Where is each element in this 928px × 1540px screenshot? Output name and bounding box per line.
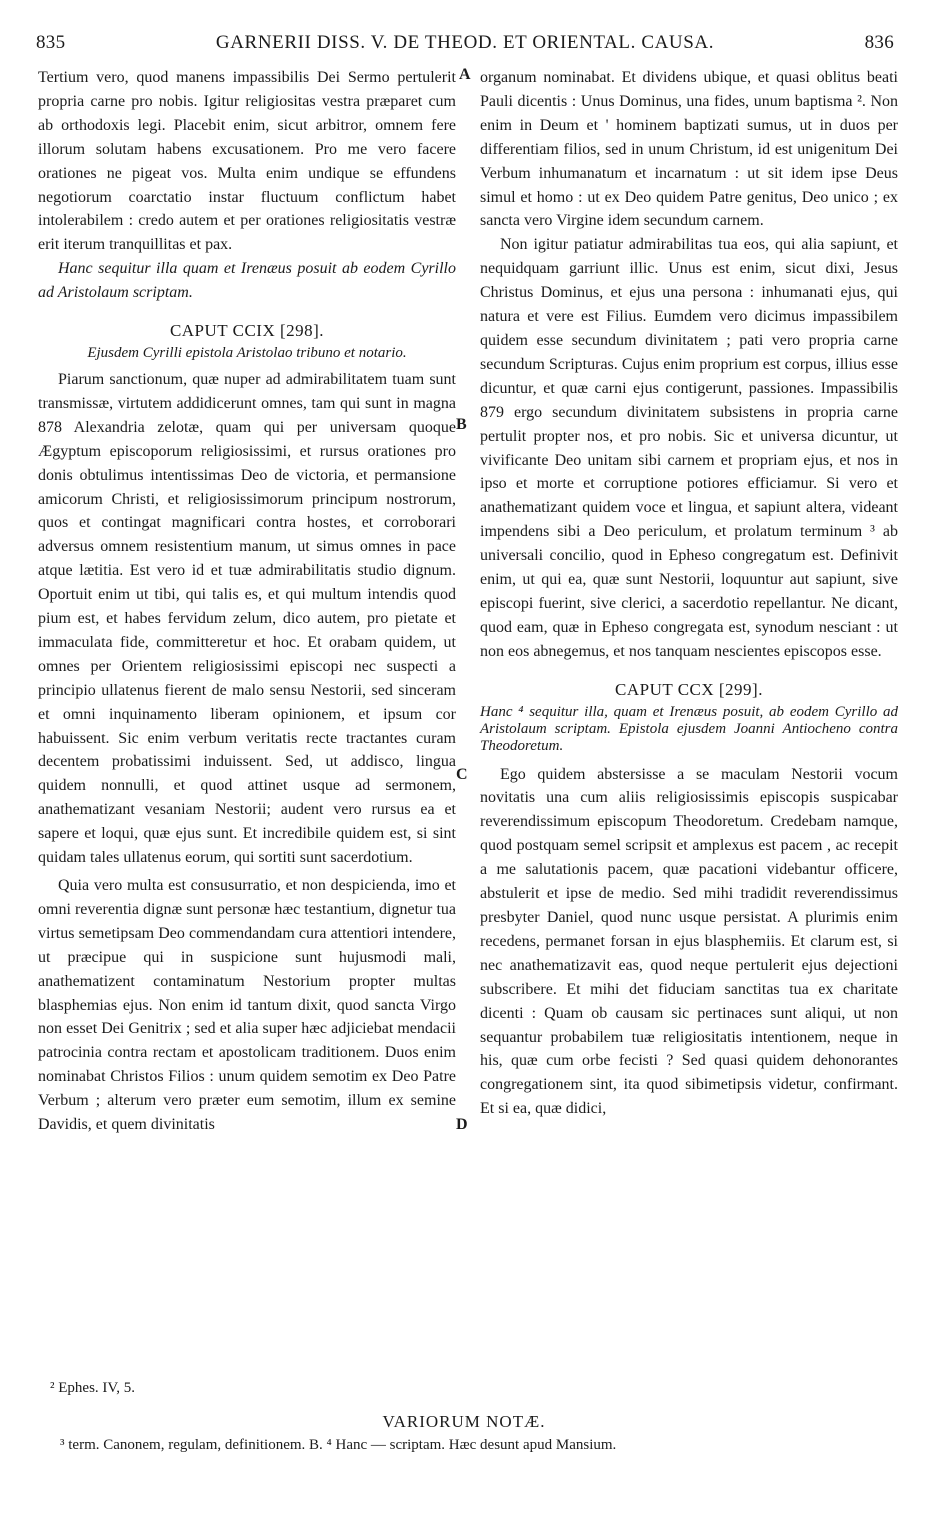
notes-heading: VARIORUM NOTÆ. [382, 1412, 546, 1431]
margin-letter-b: B [456, 416, 467, 433]
footnote: ² Ephes. IV, 5. [50, 1380, 136, 1396]
margin-letter-c: C [456, 766, 468, 783]
paragraph: organum nominabat. Et dividens ubique, et quasi oblitus beati Pauli dicentis : Unus Dominus, una fides, unum baptisma ². Non enim in Deum et ' hominem baptizati sumus, ut in duos per differentiam filios, sed in unum Christum, id est unigenitum Dei Verbum inhumanatum et incarnatum : ut sit idem ipse Deus simul et homo : ut ex Deo quidem Patre genitus, Deo unico ; ex sancta vero Virgine idem secundum carnem. [480, 69, 898, 230]
chapter-subtitle: Ejusdem Cyrilli epistola Aristolao tribuno et notario. [87, 344, 407, 361]
margin-letter-d: D [456, 1116, 468, 1133]
paragraph: Ego quidem abstersisse a se maculam Nestorii vocum novitatis una cum aliis religiosissimis episcopis suspicabar reverendissimum episcopum Theodoretum. Credebam namque, quod postquam semel scripsit et amplexus est pacem , ac recepit a me salutationis pacem, quæ pacationi videbantur officere, abstulerit et ipse de medio. Sed mihi tradidit reverendissimus presbyter Daniel, quod nunc usque persistat. A plurimis enim recedens, permanet forsan in ejus blasphemiis. Et clarum est, si nec anathematizavit eas, quod neque pertulerit ejus dejectioni subscribere. Et mihi det fiduciam sanctitas tua ex charitate dicenti : Quam ob causam sic pertinaces sunt aliqui, ut non sequantur probabilem tuæ religiositatis intentionem, neque in his, quæ cum orbe fecisti ? Sed quasi quidem dehonorantes congregationem sint, ita quod sibimetipsis videtur, confirmant. Et si ea, quæ didici, [480, 765, 898, 1118]
right-column [480, 66, 898, 1121]
paragraph-italic: Hanc sequitur illa quam et Irenæus posuit ab eodem Cyrillo ad Aristolaum scriptam. [38, 260, 456, 302]
paragraph: Tertium vero, quod manens impassibilis Dei Sermo pertulerit propria carne pro nobis. Igitur religiositas vestra præparet cum ab orthodoxis legi. Placebit enim, sicut arbitror, omnem fere illorum solutam habens excusationem. Pro me vero facere orationes ne pigeat vos. Multa enim undique se effundens negotiorum coarctatio instar fluctuum conflictum habet intolerabilem : credo autem et per orationes religiositatis vestræ erit iterum tranquillitas et pax. [38, 69, 456, 254]
chapter-heading: CAPUT CCIX [298]. [169, 321, 325, 341]
left-column [38, 66, 456, 1137]
page-number-left: 835 [36, 32, 66, 53]
chapter-heading: CAPUT CCX [299]. [615, 679, 763, 699]
paragraph: Non igitur patiatur admirabilitas tua eos, qui alia sapiunt, et nequidquam garriunt illic. Unus est enim, sicut dixi, Jesus Christus Dominus, et ejus una persona : inhumanati ejus, qui natura et vere est Filius. Eumdem vero dicimus impassibilem quidem esse secundum divinitatem ; pati vero propria carne secundum Scripturas. Cujus enim proprium est corpus, illius esse dicuntur, et quæ carni ejus contigerunt, passiones. Impassibilis 879 ergo secundum divinitatem subsistens in propria carne pertulit propter nos, et pro nobis. Sic et universa dicuntur, ut vivificante Deo unitam sibi carnem et propriam ejus, et nos in ipso et morte et corruptione potiores efficiamur. Si vero et anathematizant quidem voce et lingua, et sapiunt altera, videant impendens sibi a Deo periculum, et prolatum terminum ³ ab universali concilio, quod in Epheso congregatum est. Definivit enim, ut qui ea, quæ sunt Nestorii, loquuntur aut sapiunt, sive episcopi fuerint, sive clerici, a sacerdotio repellantur. Ne dicant, quod eam, quæ in Epheso congregata est, synodum nesciant : ut non eos abnegemus, et nos tanquam nescientes episcopos esse. [480, 236, 898, 660]
margin-letter-a: A [459, 66, 471, 83]
chapter-subtitle: Hanc ⁴ sequitur illa, quam et Irenæus posuit, ab eodem Cyrillo ad Aristolaum scriptam. Epistola ejusdem Joanni Antiocheno contra Theodoretum. [480, 703, 898, 754]
running-title: GARNERII DISS. V. DE THEOD. ET ORIENTAL. CAUSA. [215, 32, 715, 53]
paragraph: Piarum sanctionum, quæ nuper ad admirabilitatem tuam sunt transmissæ, virtutem addidicerunt omnes, tam qui sunt in magna 878 Alexandria zelotæ, quam qui per universam quoque Ægyptum episcoporum religiosissimi, et rursus orationes pro donis obtulimus intentissimas Deo de victoria, et permansione amicorum Christi, et religiosissimorum principum nostrorum, quos et contingat magnificari contra hostes, et corroborari adversus omnem resistentium manum, ut simus omnes in pace atque lætitia. Est vero id et tuæ admirabilitatis studio dignum. Oportuit enim ut tibi, qui talis es, et qui multum intendis quod pium est, et habes fervidum zelum, dico autem, pro pietate et immaculata fide, committeretur et hoc. Et orabam quidem, ut omnes per Orientem religiosissimi episcopi nec suspecti a principio ullatenus fierent de malo sensu Nestorii, sed sinceram et omni inquinamento liberam opinionem, et ipsum cor habuissent. Sic enim verbum veritatis recte tractantes curam decentem probatissimi induissent. Sed, ut addisco, lingua quidem nonnulli, et quod attinet usque ad sermonem, anathematizant vesaniam Nestorii; audent vero rursus ea et sapere et loqui, quæ ejus sunt. Et incredibile quidem est, si sint quidam tales ullatenus eorum, qui sortiti sunt sacerdotium. [38, 370, 456, 867]
running-header [36, 32, 894, 62]
notes-text: ³ term. Canonem, regulam, definitionem. B. ⁴ Hanc — scriptam. Hæc desunt apud Mansium. [60, 1437, 617, 1453]
page-number-right: 836 [864, 32, 894, 53]
paragraph: Quia vero multa est consusurratio, et non despicienda, imo et omni reverentia dignæ sunt personæ hæc testantium, dignetur tua virtus semetipsam Deo commendandam cura attentiori intendere, ut præcipue qui in suspicione sunt hujusmodi mali, anathematizent contaminatum Nestorium propter multas blasphemias ejus. Non enim id tantum dixit, quod sancta Virgo non esset Dei Genitrix ; sed et alia super hæc adjiciebat mendacii patrocinia contra rectam et apostolicam traditionem. Duos enim nominabat Christos Filios : unum quidem semotim ex Deo Patre Verbum ; alterum vero præter eum semotim, illum ex semine Davidis, et quem divinitatis [38, 877, 456, 1134]
